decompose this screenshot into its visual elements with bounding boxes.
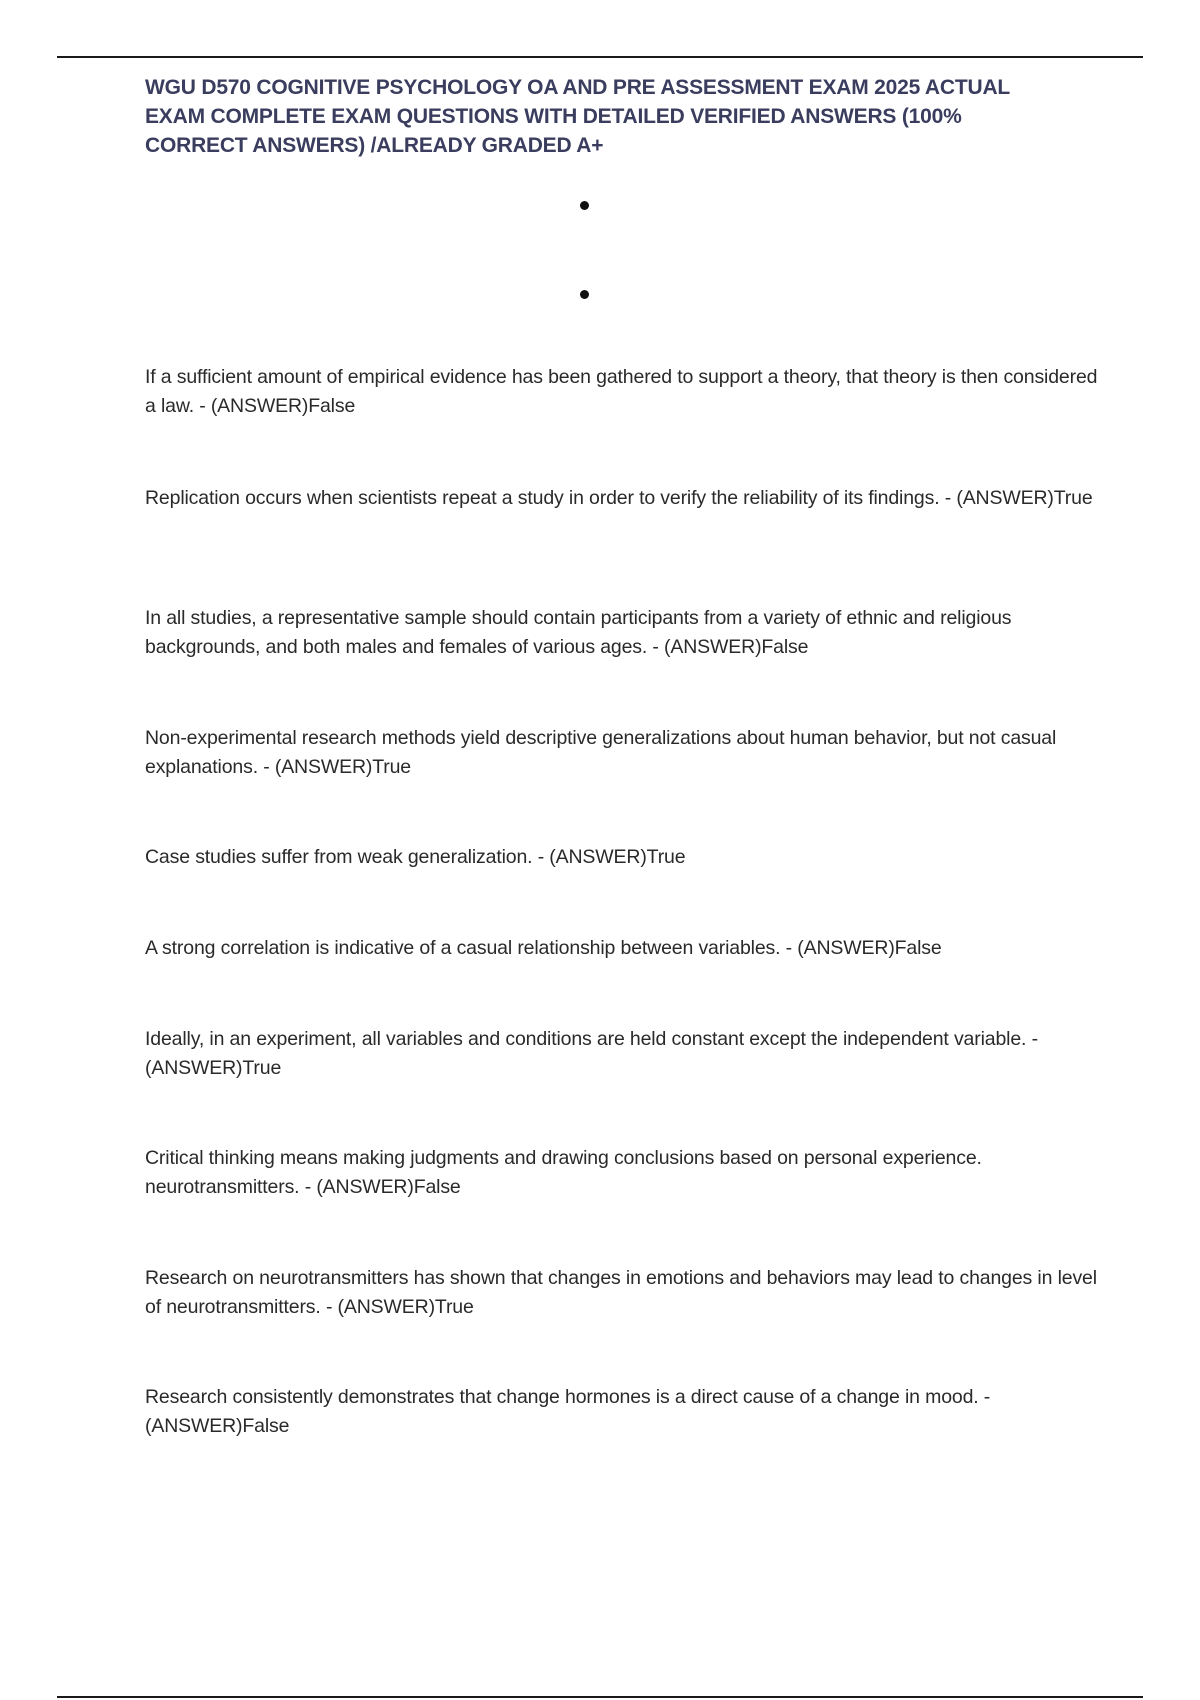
question-item: Research on neurotransmitters has shown that changes in emotions and behaviors may lead to changes in level of neurotransmitters. - (ANSWER)True: [145, 1267, 1097, 1318]
question-item: A strong correlation is indicative of a casual relationship between variables. - (ANSWER)False: [145, 937, 942, 959]
question-item: In all studies, a representative sample should contain participants from a variety of ethnic and religious backgrounds, and both males and females of various ages. - (ANSWER)False: [145, 607, 1012, 658]
question-item: Non-experimental research methods yield descriptive generalizations about human behavior, but not casual explanations. - (ANSWER)True: [145, 727, 1057, 778]
question-item: Replication occurs when scientists repeat a study in order to verify the reliability of its findings. - (ANSWER)True: [145, 487, 1093, 509]
question-item: Research consistently demonstrates that change hormones is a direct cause of a change in mood. - (ANSWER)False: [145, 1386, 991, 1437]
bottom-rule: [57, 1696, 1143, 1698]
document-title: WGU D570 COGNITIVE PSYCHOLOGY OA AND PRE ASSESSMENT EXAM 2025 ACTUAL EXAM COMPLETE EXAM QUESTIONS WITH DETAILED VERIFIED ANSWERS (100% CORRECT ANSWERS) /ALREADY GRADED A+: [145, 76, 1010, 157]
bullet-dot: [580, 201, 589, 210]
question-item: Case studies suffer from weak generalization. - (ANSWER)True: [145, 846, 686, 868]
bullet-dot: [580, 290, 589, 299]
question-item: If a sufficient amount of empirical evidence has been gathered to support a theory, that theory is then considered a law. - (ANSWER)False: [145, 366, 1098, 417]
top-rule: [57, 56, 1143, 58]
question-item: Ideally, in an experiment, all variables and conditions are held constant except the independent variable. - (ANSWER)True: [145, 1028, 1038, 1079]
question-item: Critical thinking means making judgments and drawing conclusions based on personal experience. neurotransmitters. - (ANSWER)False: [145, 1147, 982, 1198]
